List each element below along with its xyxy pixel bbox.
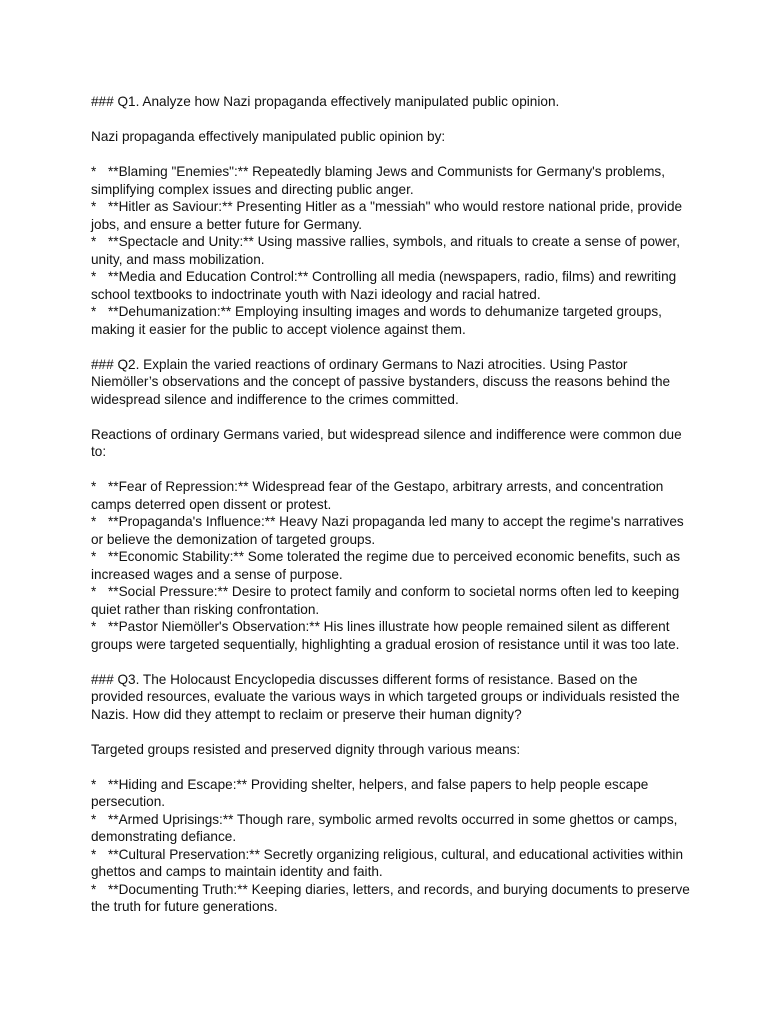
bullet-marker: * [91, 776, 97, 792]
bullet-text: **Media and Education Control:** Controlling all media (newspapers, radio, films) and rewriting school textbooks to indoctrinate youth with Nazi ideology and racial hatred. [91, 269, 677, 302]
section-q2 [91, 356, 691, 654]
bullet-marker: * [91, 584, 97, 599]
bullet-text: **Spectacle and Unity:** Using massive rallies, symbols, and rituals to create a sense of power, unity, and mass mobilization. [91, 234, 680, 267]
bullet-text: **Social Pressure:** Desire to protect family and conform to societal norms often led to keeping quiet rather than risking confrontation. [91, 584, 680, 617]
answer-intro: Reactions of ordinary Germans varied, but widespread silence and indifference were common due to: [91, 426, 682, 459]
list-item [91, 303, 691, 338]
bullet-text: **Blaming "Enemies":** Repeatedly blaming Jews and Communists for Germany's problems, simplifying complex issues and directing public anger. [91, 164, 665, 197]
bullet-marker: * [91, 514, 97, 529]
bullet-text: **Cultural Preservation:** Secretly organizing religious, cultural, and educational activities within ghettos and camps to maintain identity and faith. [91, 846, 684, 879]
answer-intro: Nazi propaganda effectively manipulated public opinion by: [91, 129, 446, 144]
list-item [91, 776, 691, 811]
bullet-marker: * [91, 199, 97, 214]
bullet-text: **Propaganda's Influence:** Heavy Nazi propaganda led many to accept the regime's narratives or believe the demonization of targeted groups. [91, 514, 684, 547]
list-item [91, 268, 691, 303]
question-heading: ### Q3. The Holocaust Encyclopedia discusses different forms of resistance. Based on the provided resources, evaluate the various ways in which targeted groups or individuals resisted the Nazis. How did they attempt to reclaim or preserve their human dignity? [91, 671, 680, 722]
list-item [91, 618, 691, 653]
bullet-marker: * [91, 549, 97, 564]
bullet-marker: * [91, 881, 97, 897]
list-item [91, 811, 691, 846]
list-item [91, 198, 691, 233]
bullet-text: **Pastor Niemöller's Observation:** His lines illustrate how people remained silent as different groups were targeted sequentially, highlighting a gradual erosion of resistance until it was too late. [91, 619, 680, 652]
list-item [91, 548, 691, 583]
bullet-marker: * [91, 846, 97, 862]
list-item [91, 583, 691, 618]
list-item [91, 513, 691, 548]
bullet-marker: * [91, 479, 97, 494]
list-item [91, 478, 691, 513]
section-q3 [91, 671, 691, 916]
list-item [91, 163, 691, 198]
bullet-text: **Fear of Repression:** Widespread fear of the Gestapo, arbitrary arrests, and concentration camps deterred open dissent or protest. [91, 479, 664, 512]
bullet-marker: * [91, 269, 97, 284]
bullet-text: **Documenting Truth:** Keeping diaries, letters, and records, and burying documents to preserve the truth for future generations. [91, 881, 690, 914]
bullet-text: **Hitler as Saviour:** Presenting Hitler as a "messiah" who would restore national pride, provide jobs, and ensure a better future for Germany. [91, 199, 683, 232]
bullet-marker: * [91, 619, 97, 634]
bullet-text: **Economic Stability:** Some tolerated the regime due to perceived economic benefits, such as increased wages and a sense of purpose. [91, 549, 680, 582]
section-spacer [91, 338, 691, 356]
document-page [91, 93, 691, 916]
bullet-marker: * [91, 304, 97, 319]
bullet-text: **Armed Uprisings:** Though rare, symbolic armed revolts occurred in some ghettos or camps, demonstrating defiance. [91, 811, 678, 844]
bullet-marker: * [91, 811, 97, 827]
section-q1 [91, 93, 691, 338]
bullet-marker: * [91, 234, 97, 249]
section-spacer [91, 653, 691, 671]
answer-intro: Targeted groups resisted and preserved dignity through various means: [91, 741, 521, 757]
bullet-text: **Dehumanization:** Employing insulting images and words to dehumanize targeted groups, making it easier for the public to accept violence against them. [91, 304, 662, 337]
question-heading: ### Q2. Explain the varied reactions of ordinary Germans to Nazi atrocities. Using Pastor Niemöller’s observations and the concept of passive bystanders, discuss the reasons behind the widespread silence and indifference to the crimes committed. [91, 356, 671, 407]
bullet-text: **Hiding and Escape:** Providing shelter, helpers, and false papers to help people escape persecution. [91, 776, 649, 809]
list-item [91, 233, 691, 268]
answer-bullet-list [91, 776, 691, 916]
list-item [91, 846, 691, 881]
question-heading: ### Q1. Analyze how Nazi propaganda effectively manipulated public opinion. [91, 94, 560, 109]
list-item [91, 881, 691, 916]
answer-bullet-list [91, 478, 691, 653]
bullet-marker: * [91, 164, 97, 179]
answer-bullet-list [91, 163, 691, 338]
